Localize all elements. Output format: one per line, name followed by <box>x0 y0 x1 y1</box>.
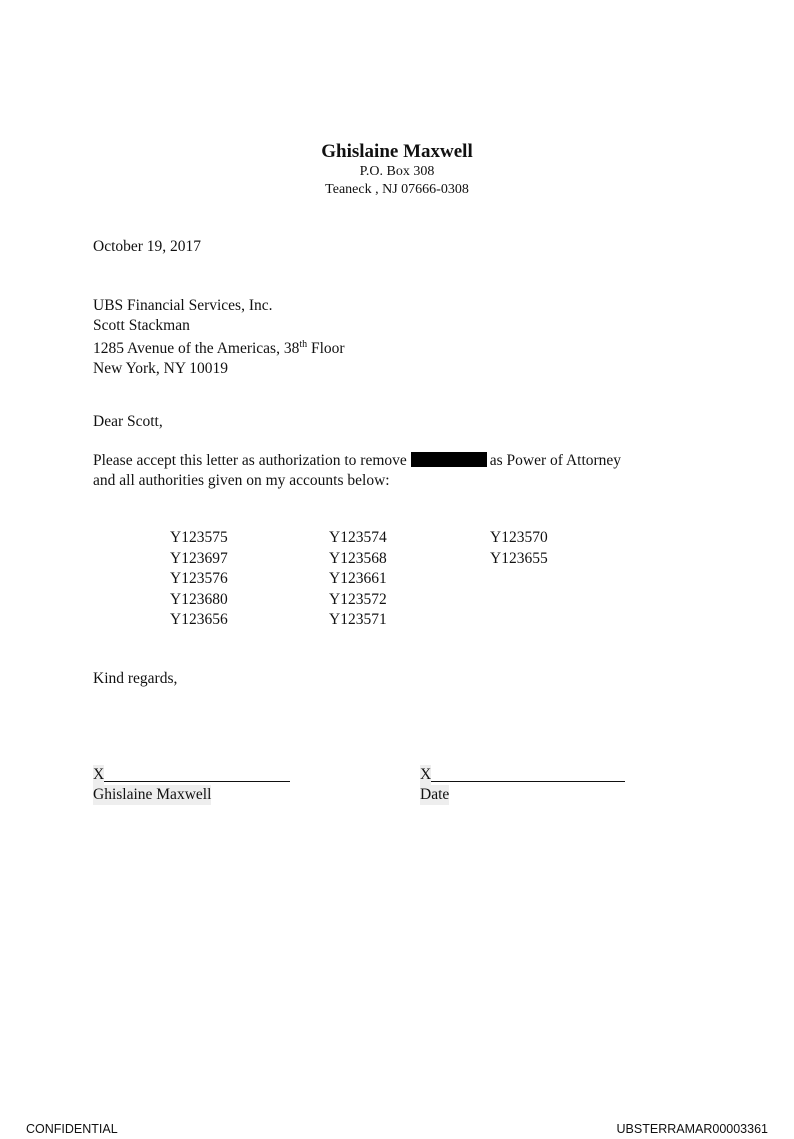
signature-block-name <box>93 765 290 805</box>
account-number: Y123656 <box>170 611 228 628</box>
account-number: Y123697 <box>170 549 228 567</box>
account-number: Y123572 <box>329 590 387 608</box>
recipient-person: Scott Stackman <box>93 316 190 334</box>
signature-block-date <box>420 765 625 805</box>
recipient-city: New York, NY 10019 <box>93 359 229 377</box>
signature-label-name: Ghislaine Maxwell <box>93 786 212 803</box>
account-number: Y123576 <box>170 570 228 587</box>
recipient-street-suffix: Floor <box>307 340 345 358</box>
date-mark: X <box>420 766 432 783</box>
recipient-company: UBS Financial Services, Inc. <box>93 297 273 314</box>
account-number: Y123570 <box>490 529 548 546</box>
account-number: Y123655 <box>490 549 548 567</box>
date-line <box>431 767 625 782</box>
accounts-column-3 <box>490 528 548 569</box>
sender-name: Ghislaine Maxwell <box>321 141 473 162</box>
footer-bates-number: UBSTERRAMAR00003361 <box>616 1122 768 1136</box>
account-number: Y123574 <box>329 529 387 546</box>
accounts-column-1 <box>170 528 228 631</box>
accounts-column-2 <box>329 528 387 631</box>
account-number: Y123571 <box>329 611 387 628</box>
account-number: Y123575 <box>170 529 228 546</box>
recipient-street-ordinal: th <box>299 339 308 350</box>
footer-confidential: CONFIDENTIAL <box>26 1122 118 1136</box>
salutation: Dear Scott, <box>93 413 163 430</box>
recipient-street-text: 1285 Avenue of the Americas, 38 <box>93 340 300 358</box>
paragraph-text-before: Please accept this letter as authorization to remove <box>93 452 407 469</box>
signature-label-date: Date <box>420 786 450 803</box>
sender-address-line1: P.O. Box 308 <box>359 164 435 179</box>
paragraph-text-after: as Power of Attorney <box>489 452 622 469</box>
letterhead <box>0 141 794 199</box>
closing: Kind regards, <box>93 670 178 687</box>
paragraph-line1 <box>93 451 621 471</box>
account-number: Y123680 <box>170 590 228 608</box>
account-number: Y123661 <box>329 570 387 587</box>
account-number: Y123568 <box>329 549 387 567</box>
signature-line <box>104 767 290 782</box>
recipient-street <box>93 335 345 359</box>
letter-date: October 19, 2017 <box>93 238 202 255</box>
signature-line-row <box>93 765 290 785</box>
recipient-address <box>93 296 345 378</box>
signature-mark: X <box>93 766 105 783</box>
redaction-block <box>411 452 487 467</box>
date-line-row <box>420 765 625 785</box>
sender-address-line2: Teaneck , NJ 07666-0308 <box>325 182 469 197</box>
authorization-paragraph <box>93 451 621 490</box>
paragraph-line2: and all authorities given on my accounts below: <box>93 471 390 489</box>
